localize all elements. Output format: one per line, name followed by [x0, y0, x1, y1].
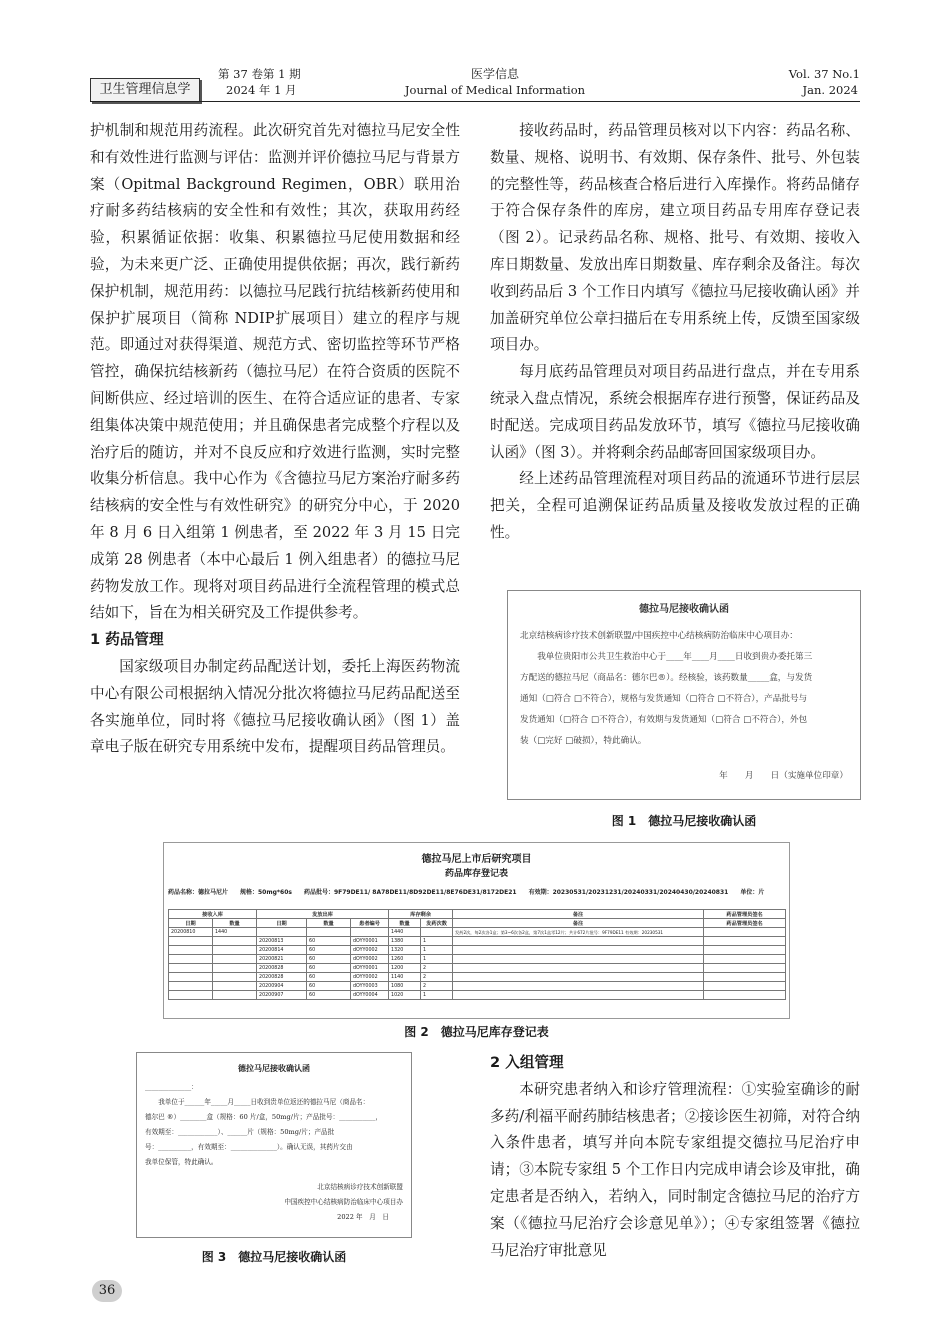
cell: 发药2次，每2次各1盒；第3~6次各2盒，第7次1盒零12片；共计672片批号：9F79DE11 有效期：20230531 — [453, 928, 704, 937]
col-header: 患者编号 — [351, 919, 389, 928]
group-note: 备注 — [453, 910, 704, 919]
figure-3-line: 我单位保管，特此确认。 — [145, 1158, 218, 1166]
journal-en: Journal of Medical Information — [404, 83, 586, 97]
table-row: 20200828 60 dOYY0001 1200 2 — [169, 964, 786, 973]
figure-1-title: 德拉马尼接收确认函 — [639, 604, 729, 615]
col-header: 数量 — [389, 919, 421, 928]
table-row: 20200813 60 dOYY0001 1380 1 — [169, 937, 786, 946]
figure-3-signature: 中国疾控中心结核病防治临床中心项目办 — [284, 1198, 403, 1206]
col-header: 日期 — [169, 919, 213, 928]
col-header: 药品管理员签名 — [704, 919, 786, 928]
figure-2-inventory — [163, 842, 790, 1019]
figure-1-line: 发货通知（□符合 □不符合），有效期与发货通知（□符合 □不符合），外包 — [520, 715, 808, 725]
col-header: 数量 — [213, 919, 257, 928]
section-heading-1: 1 药品管理 — [90, 631, 164, 649]
volume-en: Vol. 37 No.1 — [788, 67, 860, 81]
paragraph: 每月底药品管理员对项目药品进行盘点，并在专用系统录入盘点情况，系统会根据库存进行预警，保证药品及时配送。完成项目药品发放环节，填写《德拉马尼接收确认函》（图 3）。并将剩余药品邮寄回国家级项目办。 — [490, 363, 860, 461]
date-cn: 2024 年 1 月 — [226, 83, 297, 97]
figure-1-line: 通知（□符合 □不符合），规格与发货通知（□符合 □不符合），产品批号与 — [520, 694, 808, 704]
table-row: 20200904 60 dOYY0003 1080 2 — [169, 982, 786, 991]
group-dispense: 发放出库 — [257, 910, 389, 919]
table-row: 20200814 60 dOYY0002 1320 1 — [169, 946, 786, 955]
cell — [257, 928, 307, 937]
figure-1-date: 年 月 日（实施单位印章） — [719, 771, 848, 781]
figure-3-letter — [136, 1052, 412, 1238]
col-header: 日期 — [257, 919, 307, 928]
group-remain: 库存剩余 — [389, 910, 453, 919]
cell — [704, 928, 786, 937]
journal-cn: 医学信息 — [470, 67, 519, 81]
journal-badge: 卫生管理信息学 — [90, 78, 200, 102]
figure-2-meta: 药品名称：德拉马尼片 规格：50mg*60s 药品批号：9F79DE11/ 8A78DE11/8D92DE11/8E76DE31/8172DE21 有效期：20230531/20231231/20240331/20240430/20240831 单位：片 — [168, 889, 765, 896]
figure-2-subtitle: 药品库存登记表 — [444, 869, 508, 879]
figure-1-line: 装（□完好 □破损），特此确认。 — [520, 736, 647, 746]
cell — [421, 928, 453, 937]
section-heading-2: 2 入组管理 — [490, 1054, 564, 1071]
figure-2-title: 德拉马尼上市后研究项目 — [421, 854, 532, 865]
table-row: 20200907 60 dOYY0004 1020 1 — [169, 991, 786, 1000]
cell: 1440 — [213, 928, 257, 937]
col-header: 发药次数 — [421, 919, 453, 928]
group-sign: 药品管理员签名 — [704, 910, 786, 919]
left-column — [90, 118, 460, 761]
figure-2-caption: 图 2 德拉马尼库存登记表 — [404, 1025, 549, 1039]
inventory-table — [168, 909, 786, 1000]
paragraph: 本研究患者纳入和诊疗管理流程：①实验室确诊的耐多药/利福平耐药肺结核患者；②接诊医生初筛，对符合纳入条件患者，填写并向本院专家组提交德拉马尼治疗申请；③本院专家组 5 个工作日内完成申请会诊及审批，确定患者是否纳入，若纳入，同时制定含德拉马尼的治疗方案（《德拉马尼治疗会诊意见单》）；④专家组签署《德拉马尼治疗审批意见 — [490, 1080, 860, 1259]
table-row — [169, 928, 786, 937]
figure-3-title: 德拉马尼接收确认函 — [238, 1063, 310, 1073]
table-row: 20200828 60 dOYY0002 1140 2 — [169, 973, 786, 982]
cell: 1440 — [389, 928, 421, 937]
figure-1-line: 北京结核病诊疗技术创新联盟/中国疾控中心结核病防治临床中心项目办： — [520, 631, 798, 641]
table-header — [169, 919, 786, 928]
col-header: 数量 — [307, 919, 351, 928]
page-number: 36 — [92, 1280, 122, 1302]
figure-3-signature: 北京结核病诊疗技术创新联盟 — [317, 1183, 403, 1191]
table-row: 20200821 60 dOYY0002 1260 1 — [169, 955, 786, 964]
group-receive: 接收入库 — [169, 910, 257, 919]
paragraph: 国家级项目办制定药品配送计划，委托上海医药物流中心有限公司根据纳入情况分批次将德拉马尼药品配送至各实施单位，同时将《德拉马尼接收确认函》（图 1）盖章电子版在研究专用系统中发布，提醒项目药品管理员。 — [90, 657, 460, 756]
table-group-header — [169, 910, 786, 919]
col-header: 备注 — [453, 919, 704, 928]
right-column — [490, 118, 860, 547]
figure-3-caption: 图 3 德拉马尼接收确认函 — [201, 1250, 347, 1264]
header-rule — [90, 101, 860, 102]
figure-3-line: 号：__________，有效期至：______________）。确认无误，其药片交由 — [145, 1143, 353, 1151]
right-bottom-column — [490, 1050, 860, 1264]
figure-3-line: 我单位于______年_____月_____日收到贵单位返还的德拉马尼（商品名： — [158, 1098, 370, 1106]
cell — [307, 928, 351, 937]
figure-3-line: 有效期至：____________）、______片（规格：50mg/片；产品批 — [145, 1128, 335, 1136]
paragraph: 护机制和规范用药流程。此次研究首先对德拉马尼安全性和有效性进行监测与评估：监测并评价德拉马尼与背景方案（Opitmal Background Regimen，OBR）联用治疗耐多药结核病的安全性和有效性；其次，获取用药经验，积累循证依据：收集、积累德拉马尼使用数据和经验，为未来更广泛、正确使用提供依据；再次，践行新药保护机制，规范用药：以德拉马尼践行抗结核新药使用和保护扩展项目（简称 NDIP扩展项目）建立的程序与规范。即通过对获得渠道、规范方式、密切监控等环节严格管控，确保抗结核新药（德拉马尼）在符合资质的医院不间断供应、经过培训的医生、在符合适应证的患者、专家组集体决策中规范使用；并且确保患者完成整个疗程以及治疗后的随访，并对不良反应和疗效进行监测，实时完整收集分析信息。我中心作为《含德拉马尼方案治疗耐多药结核病的安全性与有效性研究》的研究分中心，于 2020 年 8 月 6 日入组第 1 例患者，至 2022 年 3 月 15 日完成第 28 例患者（本中心最后 1 例入组患者）的德拉马尼药物发放工作。现将对项目药品进行全流程管理的模式总结如下，旨在为相关研究及工作提供参考。 — [90, 122, 460, 622]
figure-1-line: 我单位贵阳市公共卫生救治中心于____年____月____日收到贵办委托第三 — [537, 652, 813, 662]
figure-1-line: 方配送的德拉马尼（商品名：德尔巴®）。经核验，该药数量_____盒，与发货 — [520, 673, 813, 683]
figure-3-date: 2022 年 月 日 — [337, 1213, 389, 1221]
date-en: Jan. 2024 — [802, 83, 858, 97]
figure-1-caption: 图 1 德拉马尼接收确认函 — [611, 814, 757, 828]
figure-3-addressee: ______________： — [145, 1083, 198, 1091]
paragraph: 经上述药品管理流程对项目药品的流通环节进行层层把关，全程可追溯保证药品质量及接收发放过程的正确性。 — [490, 470, 860, 541]
figure-3-line: 德尔巴 ®）________盒（规格：60 片/盒，50mg/片；产品批号：___________， — [145, 1113, 382, 1121]
cell: 20200810 — [169, 928, 213, 937]
volume-cn: 第 37 卷第 1 期 — [218, 67, 301, 81]
cell — [351, 928, 389, 937]
page-header — [0, 0, 950, 110]
paragraph: 接收药品时，药品管理员核对以下内容：药品名称、数量、规格、说明书、有效期、保存条件、批号、外包装的完整性等，药品核查合格后进行入库操作。将药品储存于符合保存条件的库房，建立项目药品专用库存登记表（图 2）。记录药品名称、规格、批号、有效期、接收入库日期数量、发放出库日期数量、库存剩余及备注。每次收到药品后 3 个工作日内填写《德拉马尼接收确认函》并加盖研究单位公章扫描后在专用系统上传，反馈至国家级项目办。 — [490, 122, 860, 354]
figure-1-letter — [507, 590, 861, 800]
